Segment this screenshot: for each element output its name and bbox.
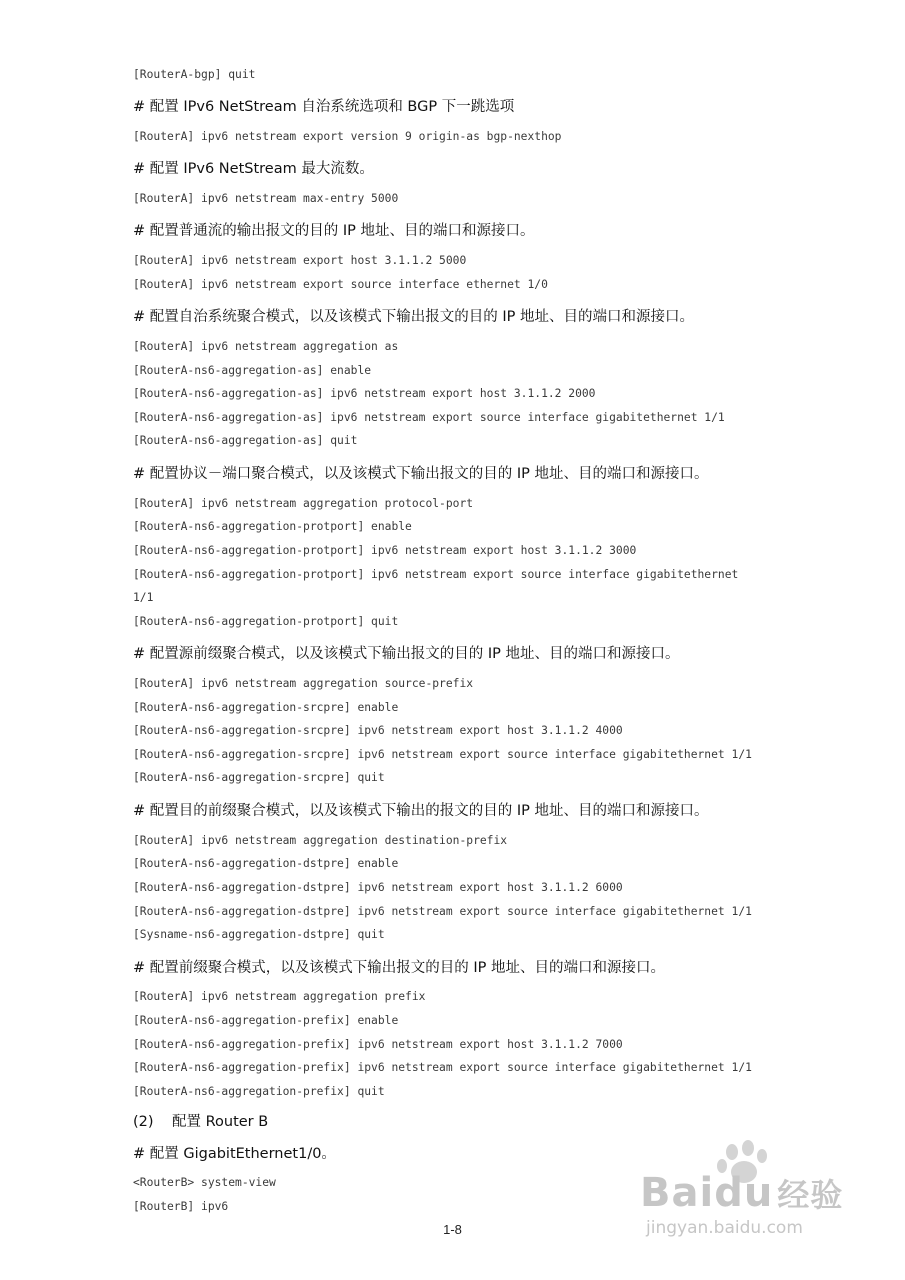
- line-17: [RouterA-ns6-aggregation-protport] ipv6 netstream export host 3.1.1.2 3000: [133, 544, 637, 557]
- line-2: [RouterA] ipv6 netstream export version 9 origin-as bgp-nexthop: [133, 130, 562, 143]
- watermark-url: jingyan.baidu.com: [646, 1218, 803, 1238]
- line-0: [RouterA-bgp] quit: [133, 68, 256, 81]
- line-6: [RouterA] ipv6 netstream export host 3.1.1.2 5000: [133, 254, 467, 267]
- line-4: [RouterA] ipv6 netstream max-entry 5000: [133, 192, 399, 205]
- line-33: # 配置前缀聚合模式，以及该模式下输出报文的目的 IP 地址、目的端口和源接口。: [133, 960, 665, 976]
- line-26: [RouterA-ns6-aggregation-srcpre] quit: [133, 771, 385, 784]
- watermark-brand2: du: [714, 1170, 774, 1216]
- line-29: [RouterA-ns6-aggregation-dstpre] enable: [133, 857, 399, 870]
- line-5: # 配置普通流的输出报文的目的 IP 地址、目的端口和源接口。: [133, 223, 535, 239]
- line-21: # 配置源前缀聚合模式，以及该模式下输出报文的目的 IP 地址、目的端口和源接口。: [133, 646, 680, 662]
- page-number: 1-8: [443, 1222, 462, 1237]
- line-31: [RouterA-ns6-aggregation-dstpre] ipv6 netstream export source interface gigabitethernet 1/1: [133, 905, 752, 918]
- line-41: <RouterB> system-view: [133, 1176, 276, 1189]
- line-18: [RouterA-ns6-aggregation-protport] ipv6 netstream export source interface gigabitethernet: [133, 568, 739, 581]
- line-39: (2) 配置 Router B: [133, 1114, 269, 1130]
- line-22: [RouterA] ipv6 netstream aggregation source-prefix: [133, 677, 474, 690]
- line-3: # 配置 IPv6 NetStream 最大流数。: [133, 161, 374, 177]
- line-25: [RouterA-ns6-aggregation-srcpre] ipv6 netstream export source interface gigabitethernet 1/1: [133, 748, 752, 761]
- line-7: [RouterA] ipv6 netstream export source interface ethernet 1/0: [133, 278, 548, 291]
- line-15: [RouterA] ipv6 netstream aggregation protocol-port: [133, 497, 474, 510]
- baidu-watermark: [640, 1138, 860, 1248]
- line-36: [RouterA-ns6-aggregation-prefix] ipv6 netstream export host 3.1.1.2 7000: [133, 1038, 623, 1051]
- line-16: [RouterA-ns6-aggregation-protport] enable: [133, 520, 412, 533]
- line-30: [RouterA-ns6-aggregation-dstpre] ipv6 netstream export host 3.1.1.2 6000: [133, 881, 623, 894]
- watermark-brand: Bai: [640, 1170, 715, 1216]
- line-35: [RouterA-ns6-aggregation-prefix] enable: [133, 1014, 399, 1027]
- line-38: [RouterA-ns6-aggregation-prefix] quit: [133, 1085, 385, 1098]
- line-1: # 配置 IPv6 NetStream 自治系统选项和 BGP 下一跳选项: [133, 99, 515, 115]
- line-28: [RouterA] ipv6 netstream aggregation destination-prefix: [133, 834, 508, 847]
- line-42: [RouterB] ipv6: [133, 1200, 229, 1213]
- line-32: [Sysname-ns6-aggregation-dstpre] quit: [133, 928, 385, 941]
- line-34: [RouterA] ipv6 netstream aggregation prefix: [133, 990, 426, 1003]
- line-9: [RouterA] ipv6 netstream aggregation as: [133, 340, 399, 353]
- line-8: # 配置自治系统聚合模式，以及该模式下输出报文的目的 IP 地址、目的端口和源接口。: [133, 309, 694, 325]
- line-14: # 配置协议－端口聚合模式，以及该模式下输出报文的目的 IP 地址、目的端口和源接口。: [133, 466, 709, 482]
- line-13: [RouterA-ns6-aggregation-as] quit: [133, 434, 358, 447]
- line-20: [RouterA-ns6-aggregation-protport] quit: [133, 615, 399, 628]
- line-19: 1/1: [133, 591, 154, 604]
- line-27: # 配置目的前缀聚合模式，以及该模式下输出的报文的目的 IP 地址、目的端口和源接口。: [133, 803, 709, 819]
- line-12: [RouterA-ns6-aggregation-as] ipv6 netstream export source interface gigabitethernet 1/1: [133, 411, 725, 424]
- line-10: [RouterA-ns6-aggregation-as] enable: [133, 364, 372, 377]
- line-11: [RouterA-ns6-aggregation-as] ipv6 netstream export host 3.1.1.2 2000: [133, 387, 596, 400]
- line-40: # 配置 GigabitEthernet1/0。: [133, 1146, 336, 1162]
- line-24: [RouterA-ns6-aggregation-srcpre] ipv6 netstream export host 3.1.1.2 4000: [133, 724, 623, 737]
- line-37: [RouterA-ns6-aggregation-prefix] ipv6 netstream export source interface gigabitethernet 1/1: [133, 1061, 752, 1074]
- line-23: [RouterA-ns6-aggregation-srcpre] enable: [133, 701, 399, 714]
- watermark-cn: 经验: [777, 1176, 844, 1214]
